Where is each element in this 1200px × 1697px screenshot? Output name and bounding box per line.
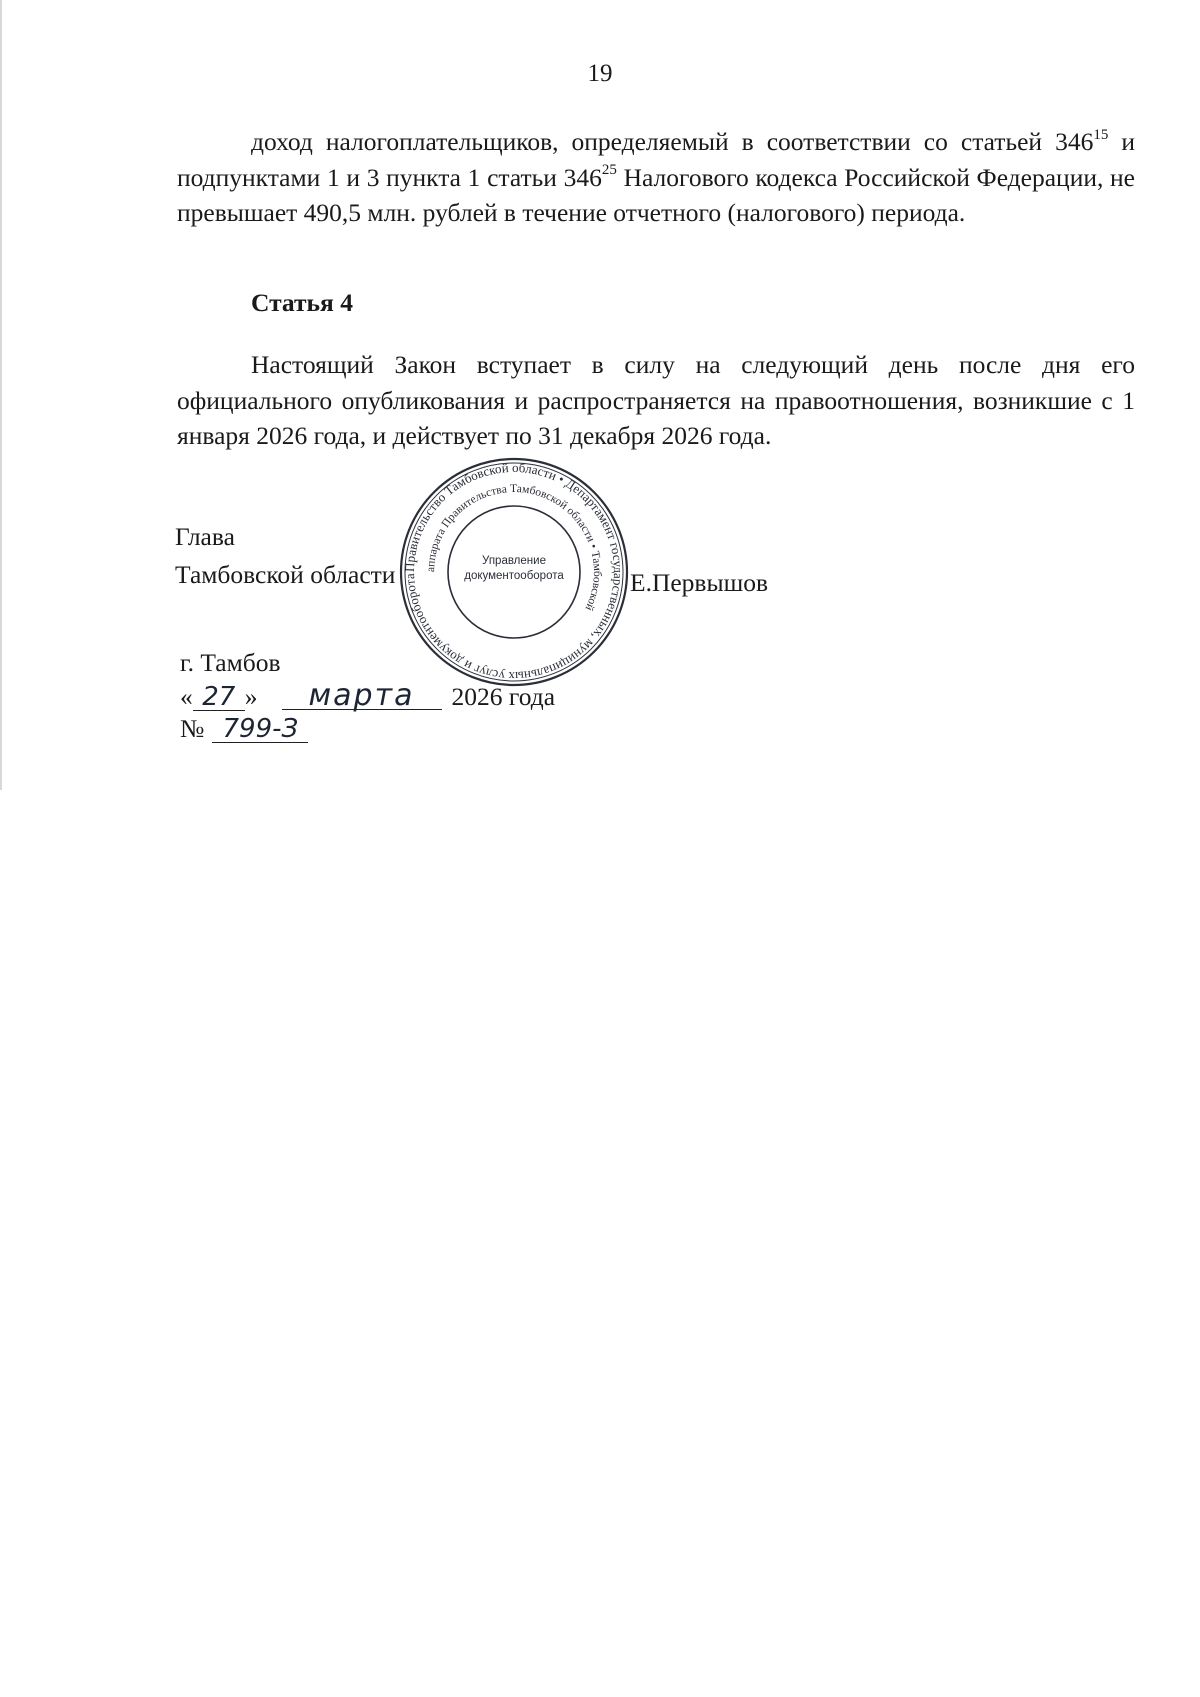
law-number-line [180,714,308,744]
paragraph-text: Настоящий Закон вступает в силу на следующий день после дня его официального опубликования и распространяется на правоотношения, возникшие с 1 января 2026 года, и действует по 31 декабря 2026 года. [177,350,1135,450]
law-number-handwritten: 799-З [212,716,308,743]
page-number: 19 [587,60,613,87]
seal-center-line2: документооборота [464,570,564,582]
paragraph-entry-into-force [177,347,1135,454]
paragraph-text: доход налогоплательщиков, определяемый в соответствии со статьей 346 [251,127,1094,156]
date-day-handwritten: 27 [193,684,245,711]
place-of-signing: г. Тамбов [180,648,281,677]
signatory-title-line1: Глава [175,522,235,551]
date-open-quote: « [180,682,193,711]
paragraph-text: Налогового кодекса Российской Федерации, не превышает 490,5 млн. рублей в течение отчетного (налогового) периода. [177,162,1135,227]
official-seal-stamp [398,456,630,688]
date-month-handwritten: марта [282,683,442,710]
paragraph-text: и подпунктами 1 и 3 пункта 1 статьи 346 [177,127,1135,192]
article-heading: Статья 4 [251,288,353,317]
superscript: 25 [601,162,617,178]
superscript: 15 [1093,126,1109,143]
date-line [180,678,556,713]
signatory-title-line2: Тамбовской области [175,560,396,589]
seal-inner-text: аппарата Правительства Тамбовской области • Тамбовской [424,482,604,613]
seal-outer-text: Правительство Тамбовской области • Департамент государственных, муниципальных услуг и документооборота [401,459,627,685]
scan-edge-shadow [0,0,2,790]
paragraph-tax-income [177,124,1135,231]
date-year: 2026 года [451,682,556,711]
date-close-quote: » [244,682,258,711]
seal-center-line1: Управление [482,555,546,567]
signatory-name: Е.Первышов [630,568,769,597]
number-label: № [180,714,205,743]
